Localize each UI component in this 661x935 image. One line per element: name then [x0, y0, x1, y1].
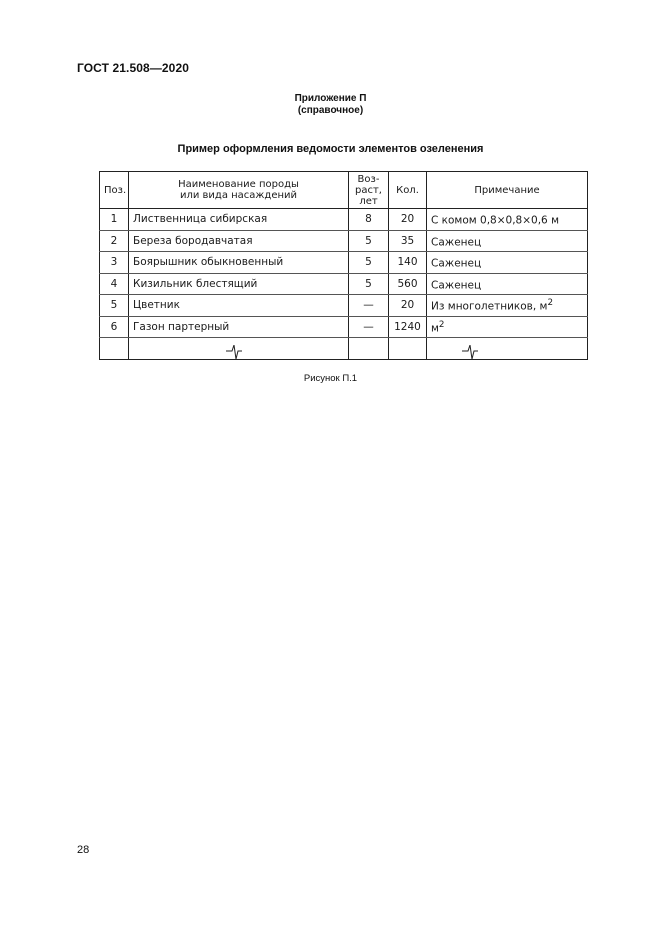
- cell-num: 5: [100, 295, 129, 317]
- table-break-icon: [462, 345, 478, 363]
- col-header-num: Поз.: [100, 172, 129, 209]
- col-header-name: [129, 172, 349, 209]
- cell-qty: 1240: [389, 316, 427, 338]
- cell-note: [427, 230, 588, 252]
- cell-note-text: Саженец: [431, 236, 482, 248]
- cell-note: [427, 295, 588, 317]
- cell-note-text: м: [431, 322, 439, 334]
- table-break-icon: [226, 345, 242, 363]
- table-header-row: [100, 172, 588, 209]
- document-code: ГОСТ 21.508—2020: [77, 61, 190, 75]
- greenery-table: [99, 171, 588, 360]
- cell-num: 6: [100, 316, 129, 338]
- cell-blank: [389, 338, 427, 360]
- cell-blank: [100, 338, 129, 360]
- col-header-name-line1: Наименование породы: [178, 179, 299, 190]
- cell-age: 5: [349, 273, 389, 295]
- cell-age: 5: [349, 230, 389, 252]
- table-row: [100, 316, 588, 338]
- cell-note-text: Из многолетников, м: [431, 300, 548, 313]
- appendix-block: [0, 93, 661, 117]
- page-number: 28: [77, 844, 90, 856]
- cell-qty: 20: [389, 295, 427, 317]
- cell-qty: 140: [389, 252, 427, 274]
- col-header-age: [349, 172, 389, 209]
- cell-name: Кизильник блестящий: [129, 273, 349, 295]
- cell-name: Боярышник обыкновенный: [129, 252, 349, 274]
- col-header-name-line2: или вида насаждений: [179, 190, 298, 201]
- cell-note: [427, 316, 588, 338]
- cell-num: 2: [100, 230, 129, 252]
- cell-num: 4: [100, 273, 129, 295]
- cell-blank: [349, 338, 389, 360]
- appendix-title: Приложение П: [294, 93, 367, 104]
- col-header-age-line3: лет: [359, 195, 378, 207]
- cell-name: Береза бородавчатая: [129, 230, 349, 252]
- figure-caption: Рисунок П.1: [303, 373, 358, 384]
- cell-note: [427, 209, 588, 231]
- cell-note-sup: 2: [438, 319, 445, 330]
- col-header-age-line1: Воз-: [357, 173, 380, 185]
- cell-age: —: [349, 295, 389, 317]
- col-header-qty: Кол.: [389, 172, 427, 209]
- cell-note-text: Саженец: [431, 257, 482, 270]
- table-row: [100, 209, 588, 231]
- table-row-blank: [100, 338, 588, 360]
- appendix-subtitle: (справочное): [297, 105, 364, 116]
- cell-blank: [427, 338, 588, 360]
- table-row: [100, 252, 588, 274]
- cell-qty: 20: [389, 209, 427, 231]
- cell-qty: 35: [389, 230, 427, 252]
- figure-heading: Пример оформления ведомости элементов озеленения: [177, 143, 484, 155]
- col-header-note: Примечание: [427, 172, 588, 209]
- cell-note-text: С комом 0,8×0,8×0,6 м: [431, 214, 559, 227]
- cell-age: 5: [349, 252, 389, 274]
- cell-name: Газон партерный: [129, 316, 349, 338]
- cell-age: —: [349, 316, 389, 338]
- cell-note-text: Саженец: [431, 279, 482, 291]
- cell-note: [427, 252, 588, 274]
- cell-note-sup: 2: [547, 298, 554, 308]
- table-row: [100, 295, 588, 317]
- table-row: [100, 230, 588, 252]
- cell-name: Цветник: [129, 295, 349, 317]
- col-header-age-line2: раст,: [355, 184, 382, 196]
- cell-qty: 560: [389, 273, 427, 295]
- table-row: [100, 273, 588, 295]
- cell-age: 8: [349, 209, 389, 231]
- cell-num: 3: [100, 252, 129, 274]
- cell-name: Лиственница сибирская: [129, 209, 349, 231]
- cell-note: [427, 273, 588, 295]
- cell-num: 1: [100, 209, 129, 231]
